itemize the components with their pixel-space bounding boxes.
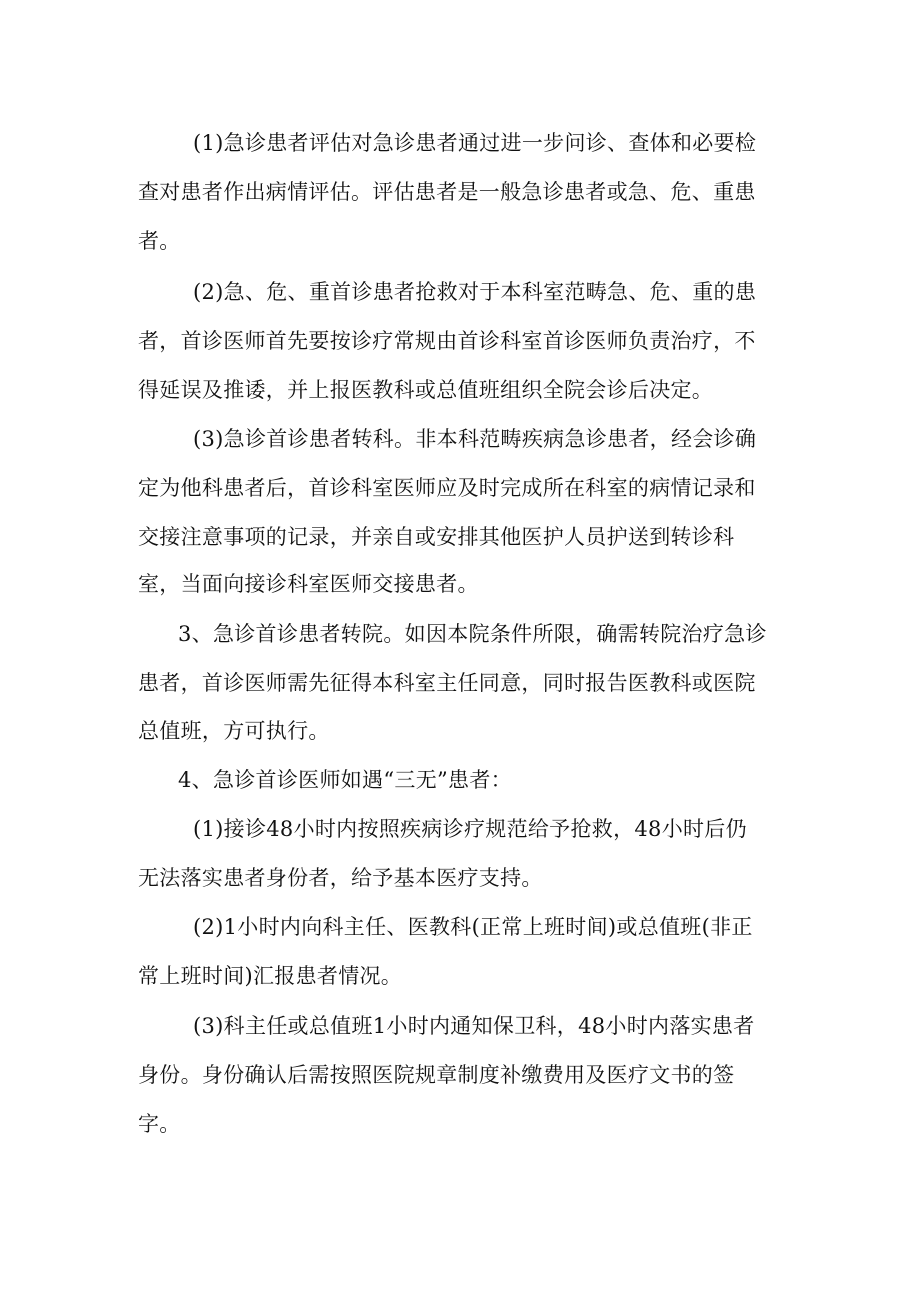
paragraph-2-line-1: (2)急、危、重首诊患者抢救对于本科室范畴急、危、重的患 xyxy=(193,280,757,304)
paragraph-5-line-1: 4、急诊首诊医师如遇“三无”患者： xyxy=(178,768,512,792)
paragraph-6-line-1: (1)接诊48小时内按照疾病诊疗规范给予抢救，48小时后仍 xyxy=(193,817,747,841)
paragraph-2-line-3: 得延误及推诿，并上报医教科或总值班组织全院会诊后决定。 xyxy=(138,378,714,402)
paragraph-1-line-2: 查对患者作出病情评估。评估患者是一般急诊患者或急、危、重患 xyxy=(138,180,756,204)
paragraph-3-line-3: 交接注意事项的记录，并亲自或安排其他医护人员护送到转诊科 xyxy=(138,525,735,549)
paragraph-4-line-3: 总值班，方可执行。 xyxy=(138,719,330,743)
paragraph-8-line-1: (3)科主任或总值班1小时内通知保卫科，48小时内落实患者 xyxy=(193,1014,755,1038)
paragraph-7-line-1: (2)1小时内向科主任、医教科(正常上班时间)或总值班(非正 xyxy=(193,915,753,939)
paragraph-3-line-4: 室，当面向接诊科室医师交接患者。 xyxy=(138,572,479,596)
paragraph-6-line-2: 无法落实患者身份者，给予基本医疗支持。 xyxy=(138,866,543,890)
paragraph-4-line-1: 3、急诊首诊患者转院。如因本院条件所限，确需转院治疗急诊 xyxy=(178,622,767,646)
paragraph-7-line-2: 常上班时间)汇报患者情况。 xyxy=(138,964,403,988)
paragraph-1-line-1: (1)急诊患者评估对急诊患者通过进一步问诊、查体和必要检 xyxy=(193,131,757,155)
paragraph-1-line-3: 者。 xyxy=(138,229,181,253)
paragraph-2-line-2: 者，首诊医师首先要按诊疗常规由首诊科室首诊医师负责治疗，不 xyxy=(138,329,756,353)
paragraph-8-line-3: 字。 xyxy=(138,1112,181,1136)
paragraph-8-line-2: 身份。身份确认后需按照医院规章制度补缴费用及医疗文书的签 xyxy=(138,1063,735,1087)
paragraph-3-line-2: 定为他科患者后，首诊科室医师应及时完成所在科室的病情记录和 xyxy=(138,476,756,500)
paragraph-3-line-1: (3)急诊首诊患者转科。非本科范畴疾病急诊患者，经会诊确 xyxy=(193,427,757,451)
paragraph-4-line-2: 患者，首诊医师需先征得本科室主任同意，同时报告医教科或医院 xyxy=(138,671,756,695)
